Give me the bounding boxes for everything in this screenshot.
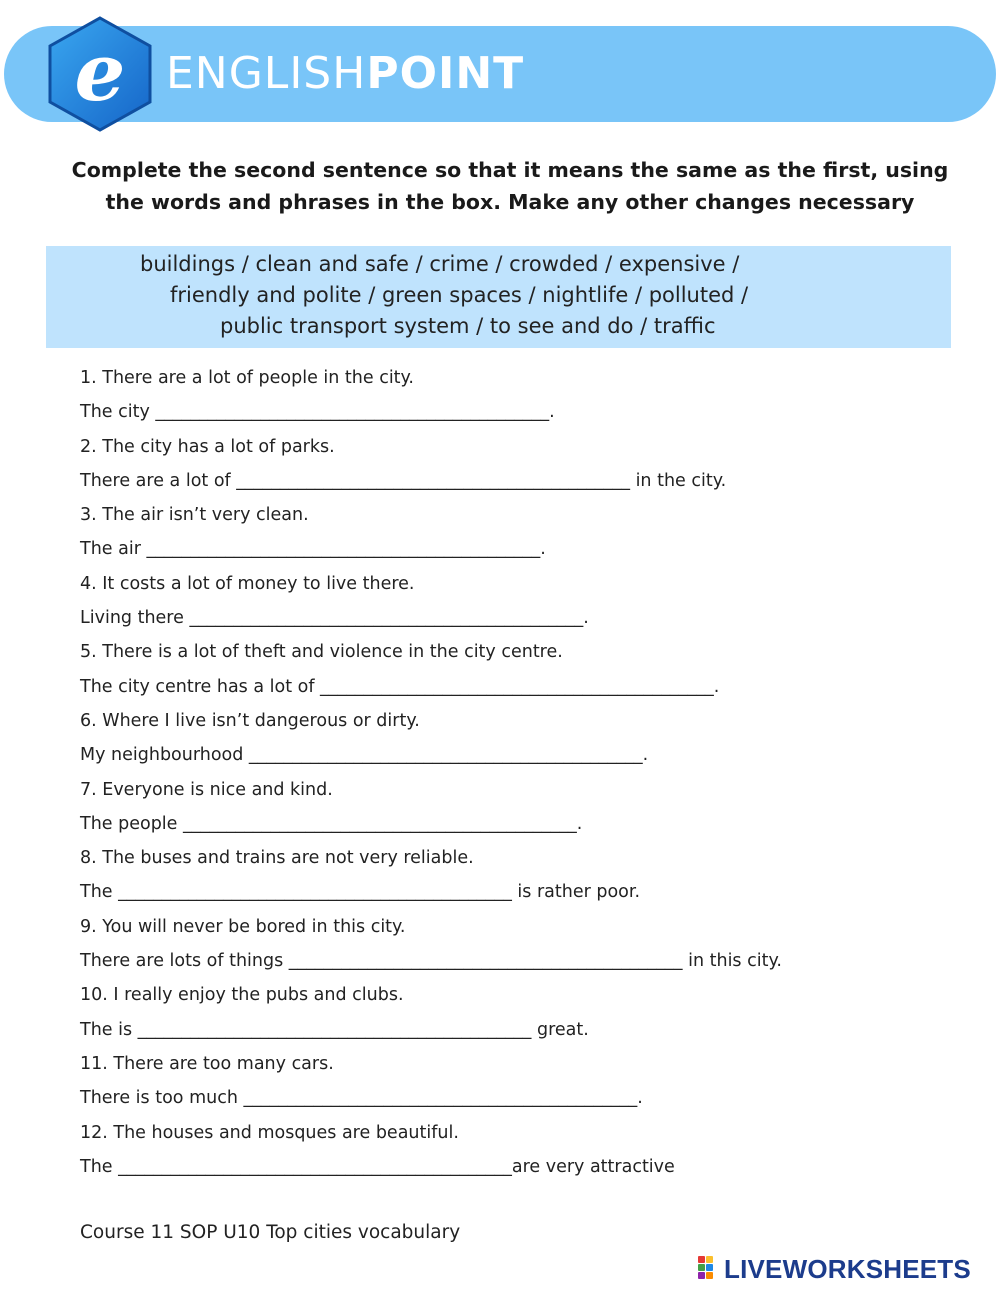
exercise-rewrite[interactable]: Living there _____________________________________________. xyxy=(80,608,589,629)
instructions xyxy=(40,154,980,218)
exercise-prompt: 11. There are too many cars. xyxy=(80,1053,334,1074)
exercise-rewrite[interactable]: The city centre has a lot of _____________________________________________. xyxy=(80,676,720,697)
word-box-line: public transport system / to see and do / traffic xyxy=(220,314,716,338)
exercise-prompt: 10. I really enjoy the pubs and clubs. xyxy=(80,985,404,1006)
exercise-prompt: 3. The air isn’t very clean. xyxy=(80,505,309,526)
exercise-rewrite[interactable]: There is too much _____________________________________________. xyxy=(80,1088,643,1109)
exercise-prompt: 4. It costs a lot of money to live there. xyxy=(80,573,415,594)
exercise-prompt: 9. You will never be bored in this city. xyxy=(80,916,406,937)
exercise-list xyxy=(80,361,980,1184)
exercise-rewrite[interactable]: The is _____________________________________________ great. xyxy=(80,1019,589,1040)
exercise-prompt: 1. There are a lot of people in the city. xyxy=(80,368,414,388)
liveworksheets-text: LIVEWORKSHEETS xyxy=(724,1254,971,1284)
exercise-rewrite[interactable]: The _____________________________________________ is rather poor. xyxy=(80,882,641,903)
exercise-rewrite[interactable]: The air _____________________________________________. xyxy=(80,539,546,560)
brand-bold: POINT xyxy=(366,48,525,99)
exercise-rewrite[interactable]: My neighbourhood _____________________________________________. xyxy=(80,745,649,766)
exercise-rewrite[interactable]: The city _____________________________________________. xyxy=(80,402,555,423)
instructions-line: Complete the second sentence so that it means the same as the first, using xyxy=(71,158,949,182)
word-box xyxy=(46,246,951,348)
exercise-rewrite[interactable]: There are a lot of _____________________________________________ in the city. xyxy=(80,470,727,491)
brand-light: ENGLISH xyxy=(166,48,367,99)
exercise-prompt: 8. The buses and trains are not very reliable. xyxy=(80,848,474,869)
exercise-prompt: 6. Where I live isn’t dangerous or dirty. xyxy=(80,710,420,731)
logo-letter: e xyxy=(74,25,126,119)
exercise-prompt: 7. Everyone is nice and kind. xyxy=(80,779,333,800)
englishpoint-logo-icon xyxy=(44,14,156,134)
liveworksheets-watermark xyxy=(698,1254,971,1288)
course-label: Course 11 SOP U10 Top cities vocabulary xyxy=(80,1222,461,1243)
exercise-rewrite[interactable]: The _____________________________________________are very attractive xyxy=(80,1156,675,1177)
word-box-line: buildings / clean and safe / crime / crowded / expensive / xyxy=(140,252,740,276)
exercise-prompt: 2. The city has a lot of parks. xyxy=(80,436,335,457)
exercise-prompt: 5. There is a lot of theft and violence in the city centre. xyxy=(80,642,563,663)
word-box-line: friendly and polite / green spaces / nightlife / polluted / xyxy=(170,283,749,307)
exercise-prompt: 12. The houses and mosques are beautiful. xyxy=(80,1122,459,1143)
exercise-rewrite[interactable]: The people _____________________________________________. xyxy=(80,813,583,834)
brand-name xyxy=(166,44,524,104)
liveworksheets-logo-icon xyxy=(698,1256,722,1282)
exercise-rewrite[interactable]: There are lots of things _____________________________________________ in this city. xyxy=(80,951,782,972)
instructions-line: the words and phrases in the box. Make any other changes necessary xyxy=(105,190,915,214)
